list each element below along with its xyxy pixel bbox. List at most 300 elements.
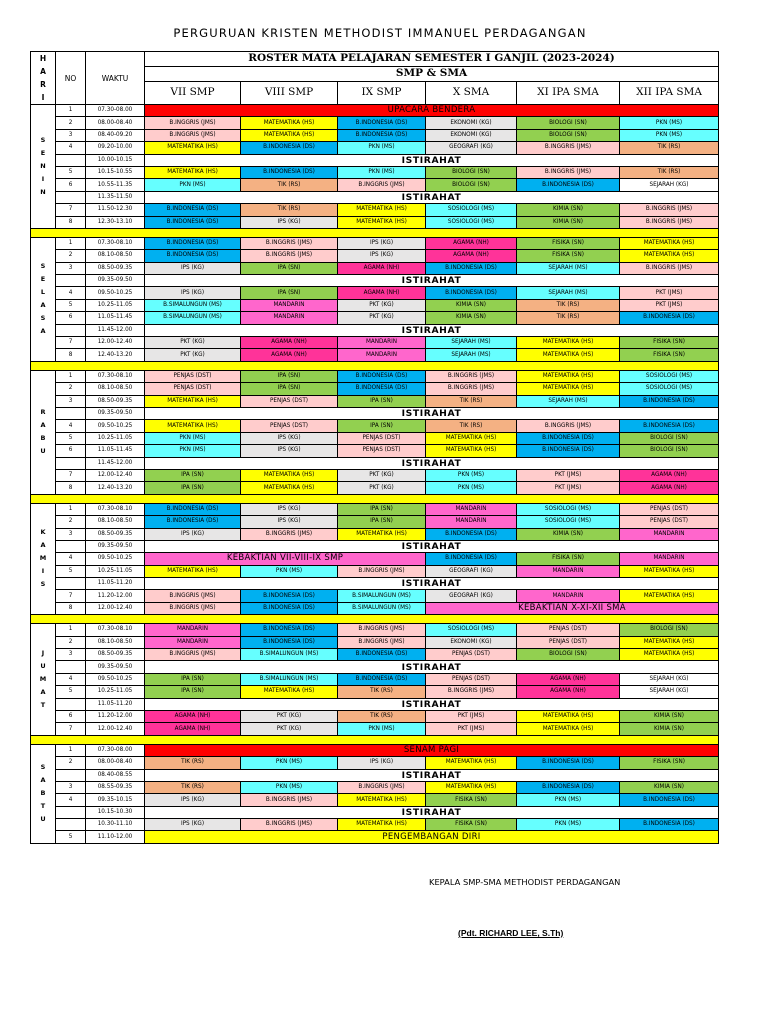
subject-cell: IPA (SN): [145, 673, 241, 685]
subject-cell: MATEMATIKA (HS): [426, 445, 517, 457]
subject-cell: TIK (RS): [517, 312, 620, 324]
subject-cell: MATEMATIKA (HS): [620, 250, 719, 262]
period-number: 8: [56, 602, 86, 614]
period-time: 08.10-08.50: [86, 383, 145, 395]
subject-cell: MATEMATIKA (HS): [620, 237, 719, 249]
subject-cell: MATEMATIKA (HS): [145, 395, 241, 407]
subject-cell: PENJAS (DST): [145, 370, 241, 382]
subject-cell: AGAMA (NH): [517, 673, 620, 685]
subject-cell: SOSIOLOGI (MS): [517, 503, 620, 515]
schedule-row: [31, 407, 719, 419]
event-cell: KEBAKTIAN VII-VIII-IX SMP: [145, 553, 426, 565]
period-number: 1: [56, 105, 86, 117]
period-number: 7: [56, 590, 86, 602]
schedule-row: [31, 723, 719, 735]
subject-cell: PKT (KG): [145, 349, 241, 361]
subject-cell: B.INDONESIA (DS): [620, 819, 719, 831]
subject-cell: IPA (SN): [145, 686, 241, 698]
period-number: [56, 154, 86, 166]
subject-cell: TIK (RS): [241, 204, 338, 216]
period-time: 11.50-12.30: [86, 204, 145, 216]
period-time: 09.50-10.25: [86, 553, 145, 565]
day-letter: A: [40, 301, 46, 310]
subject-cell: PENJAS (DST): [620, 516, 719, 528]
subject-cell: SOSIOLOGI (MS): [620, 383, 719, 395]
schedule-row: [31, 781, 719, 793]
subject-cell: B.INGGRIS (JMS): [145, 117, 241, 129]
school-name: PERGURUAN KRISTEN METHODIST IMMANUEL PERDAGANGAN: [173, 26, 587, 40]
day-separator: [31, 494, 719, 503]
day-letter: A: [40, 421, 46, 430]
schedule-row: [31, 395, 719, 407]
subject-cell: TIK (RS): [620, 142, 719, 154]
subject-cell: KIMIA (SN): [517, 216, 620, 228]
subject-cell: PKN (MS): [241, 781, 338, 793]
schedule-row: [31, 445, 719, 457]
event-cell: UPACARA BENDERA: [145, 105, 719, 117]
break-cell: ISTIRAHAT: [145, 661, 719, 673]
subject-cell: IPS (KG): [338, 250, 426, 262]
period-number: 1: [56, 370, 86, 382]
subject-cell: PKT (JMS): [620, 299, 719, 311]
subject-cell: FISIKA (SN): [620, 757, 719, 769]
subject-cell: B.INGGRIS (JMS): [426, 383, 517, 395]
schedule-row: [31, 250, 719, 262]
day-letter: U: [40, 815, 46, 824]
period-number: [56, 457, 86, 469]
subject-cell: B.INDONESIA (DS): [241, 590, 338, 602]
subject-cell: PKN (MS): [241, 757, 338, 769]
subject-cell: SEJARAH (KG): [620, 673, 719, 685]
subject-cell: B.INGGRIS (JMS): [241, 237, 338, 249]
subject-cell: B.INDONESIA (DS): [620, 395, 719, 407]
subject-cell: B.INDONESIA (DS): [338, 117, 426, 129]
subject-cell: EKONOMI (KG): [426, 636, 517, 648]
subject-cell: PKN (MS): [620, 129, 719, 141]
period-number: 6: [56, 445, 86, 457]
subject-cell: B.INGGRIS (JMS): [241, 528, 338, 540]
period-number: [56, 324, 86, 336]
period-time: 10.15-10.30: [86, 806, 145, 818]
schedule-row: [31, 686, 719, 698]
subject-cell: B.INDONESIA (DS): [145, 237, 241, 249]
subject-cell: MATEMATIKA (HS): [338, 204, 426, 216]
period-time: 11.05-11.20: [86, 698, 145, 710]
subject-cell: B.INGGRIS (JMS): [145, 649, 241, 661]
subject-cell: MATEMATIKA (HS): [241, 117, 338, 129]
subject-cell: PKN (MS): [517, 819, 620, 831]
subject-cell: B.SIMALUNGUN (MS): [241, 673, 338, 685]
schedule-row: [31, 819, 719, 831]
subject-cell: PKT (JMS): [426, 710, 517, 722]
day-letter: S: [40, 580, 46, 589]
subject-cell: B.INDONESIA (DS): [145, 503, 241, 515]
subject-cell: PKT (JMS): [620, 287, 719, 299]
schedule-row: [31, 117, 719, 129]
subject-cell: B.INDONESIA (DS): [426, 553, 517, 565]
schedule-row: [31, 698, 719, 710]
subject-cell: MANDARIN: [241, 299, 338, 311]
subject-cell: TIK (RS): [338, 686, 426, 698]
period-time: 07.30-08.10: [86, 503, 145, 515]
period-number: 1: [56, 744, 86, 756]
subject-cell: IPA (SN): [338, 395, 426, 407]
subject-cell: B.INGGRIS (JMS): [145, 590, 241, 602]
class-header: VII SMP: [145, 81, 241, 104]
subject-cell: PENJAS (DST): [426, 673, 517, 685]
subject-cell: MANDARIN: [517, 565, 620, 577]
schedule-row: [31, 166, 719, 178]
subject-cell: SOSIOLOGI (MS): [620, 370, 719, 382]
subject-cell: BIOLOGI (SN): [620, 624, 719, 636]
day-letter: T: [40, 700, 46, 709]
period-time: 07.30-08.10: [86, 370, 145, 382]
subject-cell: MATEMATIKA (HS): [145, 166, 241, 178]
period-number: 8: [56, 216, 86, 228]
subject-cell: IPS (KG): [241, 432, 338, 444]
period-number: [56, 191, 86, 203]
subject-cell: SEJARAH (MS): [517, 262, 620, 274]
schedule-row: [31, 769, 719, 781]
period-number: 3: [56, 649, 86, 661]
break-cell: ISTIRAHAT: [145, 457, 719, 469]
subject-cell: PKT (JMS): [426, 723, 517, 735]
schedule-row: [31, 661, 719, 673]
day-letter: S: [40, 135, 46, 144]
subject-cell: GEOGRAFI (KG): [426, 590, 517, 602]
subject-cell: SEJARAH (KG): [620, 179, 719, 191]
subject-cell: IPA (SN): [241, 370, 338, 382]
subject-cell: B.INGGRIS (JMS): [338, 636, 426, 648]
subject-cell: MANDARIN: [426, 516, 517, 528]
break-cell: ISTIRAHAT: [145, 191, 719, 203]
period-time: 10.25-11.05: [86, 432, 145, 444]
subject-cell: B.INDONESIA (DS): [241, 602, 338, 614]
subject-cell: FISIKA (SN): [426, 794, 517, 806]
subject-cell: EKONOMI (KG): [426, 117, 517, 129]
period-number: 8: [56, 482, 86, 494]
period-time: 08.50-09.35: [86, 528, 145, 540]
period-number: [56, 806, 86, 818]
subject-cell: FISIKA (SN): [517, 237, 620, 249]
period-time: 10.25-11.05: [86, 686, 145, 698]
subject-cell: B.SIMALUNGUN (MS): [338, 602, 426, 614]
subject-cell: MANDARIN: [620, 528, 719, 540]
period-time: 12.30-13.10: [86, 216, 145, 228]
schedule-row: [31, 590, 719, 602]
subject-cell: TIK (RS): [338, 710, 426, 722]
period-number: 4: [56, 420, 86, 432]
schedule-row: [31, 337, 719, 349]
schedule-row: [31, 482, 719, 494]
subject-cell: B.INDONESIA (DS): [620, 312, 719, 324]
subject-cell: IPS (KG): [241, 216, 338, 228]
subject-cell: MANDARIN: [620, 553, 719, 565]
break-cell: ISTIRAHAT: [145, 324, 719, 336]
subject-cell: B.INGGRIS (JMS): [338, 781, 426, 793]
subject-cell: B.INGGRIS (JMS): [241, 250, 338, 262]
subject-cell: B.INGGRIS (JMS): [426, 686, 517, 698]
period-number: [56, 275, 86, 287]
subject-cell: PKN (MS): [145, 445, 241, 457]
period-number: 1: [56, 503, 86, 515]
roster-title: ROSTER MATA PELAJARAN SEMESTER I GANJIL (2023-2024): [145, 52, 719, 67]
class-header: VIII SMP: [241, 81, 338, 104]
subject-cell: AGAMA (NH): [145, 710, 241, 722]
day-letter: E: [40, 275, 46, 284]
period-time: 07.30-08.10: [86, 624, 145, 636]
subject-cell: TIK (RS): [145, 781, 241, 793]
period-time: 07.30-08.10: [86, 237, 145, 249]
day-letter: A: [40, 687, 46, 696]
period-number: 3: [56, 262, 86, 274]
subject-cell: SOSIOLOGI (MS): [426, 216, 517, 228]
period-time: 09.35-10.15: [86, 794, 145, 806]
period-number: 7: [56, 204, 86, 216]
period-number: 1: [56, 237, 86, 249]
period-time: 09.35-09.50: [86, 275, 145, 287]
break-cell: ISTIRAHAT: [145, 540, 719, 552]
period-number: 5: [56, 565, 86, 577]
subject-cell: B.SIMALUNGUN (MS): [145, 299, 241, 311]
schedule-row: [31, 216, 719, 228]
schedule-row: [31, 636, 719, 648]
subject-cell: PENJAS (DST): [517, 636, 620, 648]
subject-cell: MANDARIN: [338, 349, 426, 361]
subject-cell: AGAMA (NH): [517, 686, 620, 698]
period-time: 12.00-12.40: [86, 469, 145, 481]
subject-cell: MATEMATIKA (HS): [517, 710, 620, 722]
period-time: 09.50-10.25: [86, 287, 145, 299]
period-number: 2: [56, 117, 86, 129]
break-cell: ISTIRAHAT: [145, 275, 719, 287]
break-cell: ISTIRAHAT: [145, 578, 719, 590]
subject-cell: B.INDONESIA (DS): [338, 649, 426, 661]
subject-cell: AGAMA (NH): [145, 723, 241, 735]
principal-signature-name: (Pdt. RICHARD LEE, S.Th): [458, 928, 564, 938]
subject-cell: PKN (MS): [338, 166, 426, 178]
schedule-row: [31, 649, 719, 661]
period-time: 12.40-13.20: [86, 482, 145, 494]
day-separator: [31, 735, 719, 744]
class-header: XI IPA SMA: [517, 81, 620, 104]
subject-cell: KIMIA (SN): [620, 710, 719, 722]
subject-cell: PENJAS (DST): [338, 445, 426, 457]
subject-cell: MATEMATIKA (HS): [517, 337, 620, 349]
subject-cell: IPA (SN): [338, 516, 426, 528]
day-separator: [31, 615, 719, 624]
period-number: 4: [56, 287, 86, 299]
subject-cell: PENJAS (DST): [517, 624, 620, 636]
subject-cell: PKN (MS): [338, 142, 426, 154]
schedule-row: [31, 806, 719, 818]
period-time: 08.00-08.40: [86, 757, 145, 769]
break-cell: ISTIRAHAT: [145, 769, 719, 781]
subject-cell: B.INGGRIS (JMS): [241, 819, 338, 831]
subject-cell: SEJARAH (MS): [426, 337, 517, 349]
schedule-row: [31, 420, 719, 432]
subject-cell: PKT (KG): [145, 337, 241, 349]
subject-cell: FISIKA (SN): [620, 349, 719, 361]
subject-cell: SEJARAH (MS): [517, 287, 620, 299]
period-time: 11.45-12.00: [86, 324, 145, 336]
day-letter: T: [40, 802, 46, 811]
subject-cell: B.INDONESIA (DS): [145, 216, 241, 228]
hari-header: [31, 52, 56, 105]
subject-cell: MATEMATIKA (HS): [241, 686, 338, 698]
subject-cell: KIMIA (SN): [517, 204, 620, 216]
day-letter: A: [40, 541, 46, 550]
period-time: 10.25-11.05: [86, 299, 145, 311]
subject-cell: MANDARIN: [426, 503, 517, 515]
subject-cell: IPS (KG): [338, 757, 426, 769]
hari-header-letter: A: [40, 67, 46, 76]
subject-cell: IPA (SN): [145, 482, 241, 494]
subject-cell: PKN (MS): [145, 179, 241, 191]
day-letter: I: [41, 174, 45, 183]
period-number: 2: [56, 636, 86, 648]
subject-cell: IPA (SN): [338, 420, 426, 432]
subject-cell: MATEMATIKA (HS): [338, 794, 426, 806]
schedule-row: [31, 275, 719, 287]
subject-cell: B.INDONESIA (DS): [241, 624, 338, 636]
day-letter: A: [40, 327, 46, 336]
subject-cell: B.INDONESIA (DS): [338, 383, 426, 395]
subject-cell: PENJAS (DST): [620, 503, 719, 515]
period-time: 11.45-12.00: [86, 457, 145, 469]
subject-cell: B.INGGRIS (JMS): [517, 166, 620, 178]
subject-cell: B.INDONESIA (DS): [517, 432, 620, 444]
subject-cell: MANDARIN: [241, 312, 338, 324]
subject-cell: PKT (KG): [338, 482, 426, 494]
schedule-row: [31, 757, 719, 769]
subject-cell: B.INDONESIA (DS): [338, 370, 426, 382]
subject-cell: PKN (MS): [241, 565, 338, 577]
subject-cell: MATEMATIKA (HS): [517, 349, 620, 361]
subject-cell: PKN (MS): [426, 469, 517, 481]
subject-cell: MANDARIN: [145, 636, 241, 648]
break-cell: ISTIRAHAT: [145, 154, 719, 166]
period-time: 10.55-11.35: [86, 179, 145, 191]
subject-cell: IPS (KG): [145, 262, 241, 274]
period-number: 5: [56, 686, 86, 698]
subject-cell: MATEMATIKA (HS): [145, 565, 241, 577]
hari-header-letter: I: [41, 93, 45, 102]
subject-cell: B.INGGRIS (JMS): [338, 565, 426, 577]
period-number: 2: [56, 516, 86, 528]
subject-cell: B.INDONESIA (DS): [620, 420, 719, 432]
subject-cell: B.INDONESIA (DS): [145, 204, 241, 216]
period-number: 3: [56, 395, 86, 407]
day-letter: N: [40, 161, 46, 170]
schedule-row: [31, 457, 719, 469]
subject-cell: B.SIMALUNGUN (MS): [145, 312, 241, 324]
subject-cell: TIK (RS): [241, 179, 338, 191]
period-number: 2: [56, 250, 86, 262]
subject-cell: MATEMATIKA (HS): [338, 528, 426, 540]
subject-cell: B.INDONESIA (DS): [338, 129, 426, 141]
hari-header-letter: H: [39, 54, 47, 63]
period-time: 08.50-09.35: [86, 395, 145, 407]
subject-cell: TIK (RS): [517, 299, 620, 311]
period-number: 4: [56, 553, 86, 565]
subject-cell: B.INDONESIA (DS): [517, 445, 620, 457]
subject-cell: SOSIOLOGI (MS): [426, 204, 517, 216]
subject-cell: FISIKA (SN): [517, 250, 620, 262]
subject-cell: IPS (KG): [241, 503, 338, 515]
subject-cell: MATEMATIKA (HS): [620, 649, 719, 661]
period-time: 11.35-11.50: [86, 191, 145, 203]
day-letter: B: [40, 434, 46, 443]
period-number: 7: [56, 337, 86, 349]
subject-cell: MATEMATIKA (HS): [338, 819, 426, 831]
schedule-row: [31, 602, 719, 614]
period-time: 07.30-08.00: [86, 105, 145, 117]
period-time: 09.35-09.50: [86, 540, 145, 552]
day-name: [31, 744, 56, 843]
subject-cell: PKN (MS): [620, 117, 719, 129]
schedule-row: [31, 287, 719, 299]
class-header: IX SMP: [338, 81, 426, 104]
subject-cell: B.INGGRIS (JMS): [426, 370, 517, 382]
subject-cell: PENJAS (DST): [241, 395, 338, 407]
schedule-row: [31, 179, 719, 191]
day-name: [31, 503, 56, 615]
period-time: 11.05-11.45: [86, 445, 145, 457]
principal-title: KEPALA SMP-SMA METHODIST PERDAGANGAN: [429, 877, 621, 887]
subject-cell: PKT (KG): [338, 312, 426, 324]
day-name: [31, 624, 56, 736]
schedule-row: [31, 432, 719, 444]
schedule-row: [31, 553, 719, 565]
schedule-row: [31, 540, 719, 552]
day-letter: J: [41, 648, 45, 657]
period-time: 08.40-08.55: [86, 769, 145, 781]
subject-cell: PKN (MS): [517, 794, 620, 806]
period-time: 11.20-12.00: [86, 710, 145, 722]
subject-cell: IPS (KG): [145, 794, 241, 806]
class-header: X SMA: [426, 81, 517, 104]
subject-cell: PKT (KG): [241, 710, 338, 722]
subject-cell: SEJARAH (MS): [517, 395, 620, 407]
period-time: 09.35-09.50: [86, 661, 145, 673]
day-letter: U: [40, 447, 46, 456]
break-cell: ISTIRAHAT: [145, 698, 719, 710]
period-number: 4: [56, 794, 86, 806]
day-letter: R: [40, 408, 46, 417]
subject-cell: PKN (MS): [338, 723, 426, 735]
subject-cell: B.INDONESIA (DS): [426, 262, 517, 274]
schedule-row: [31, 673, 719, 685]
period-time: 08.50-09.35: [86, 649, 145, 661]
subject-cell: GEOGRAFI (KG): [426, 142, 517, 154]
subject-cell: IPS (KG): [145, 287, 241, 299]
schedule-row: [31, 324, 719, 336]
schedule-row: [31, 204, 719, 216]
subject-cell: BIOLOGI (SN): [426, 166, 517, 178]
schedule-row: [31, 383, 719, 395]
subject-cell: IPA (SN): [145, 469, 241, 481]
subject-cell: IPS (KG): [145, 528, 241, 540]
subject-cell: B.INGGRIS (JMS): [620, 262, 719, 274]
subject-cell: B.INGGRIS (JMS): [145, 602, 241, 614]
day-separator: [31, 228, 719, 237]
subject-cell: PKT (KG): [338, 469, 426, 481]
subject-cell: BIOLOGI (SN): [517, 649, 620, 661]
subject-cell: MATEMATIKA (HS): [145, 420, 241, 432]
schedule-row: [31, 624, 719, 636]
period-number: [56, 698, 86, 710]
